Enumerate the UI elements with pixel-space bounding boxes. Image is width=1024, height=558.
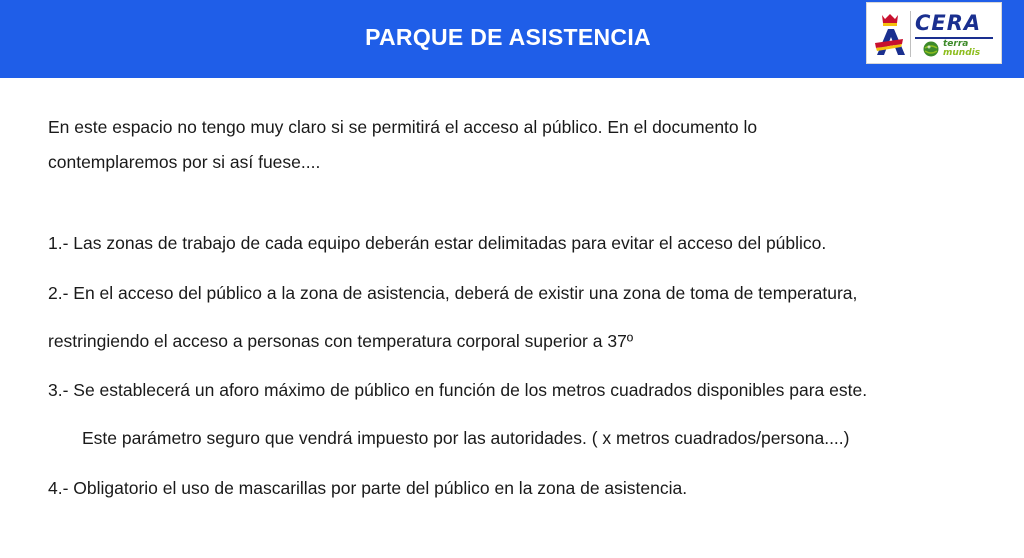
- logo-sub-brand-line2: mundis: [943, 48, 981, 58]
- intro-line-2: contemplaremos por si así fuese....: [48, 152, 321, 172]
- list-item-4: 4.- Obligatorio el uso de mascarillas por parte del público en la zona de asistencia.: [48, 478, 688, 498]
- header-bar: [0, 0, 1024, 78]
- logo-divider: [910, 11, 911, 57]
- logo-sub-brand-line1: terra: [943, 39, 969, 49]
- list-item-1: 1.- Las zonas de trabajo de cada equipo deberán estar delimitadas para evitar el acceso del público.: [48, 233, 827, 253]
- list-item-2-line-2: restringiendo el acceso a personas con temperatura corporal superior a 37º: [48, 331, 634, 351]
- terra-mundis-ball-icon: [923, 41, 939, 57]
- logo: [866, 2, 1002, 64]
- page-title: PARQUE DE ASISTENCIA: [365, 24, 651, 50]
- list-item-3-line-2: Este parámetro seguro que vendrá impuesto por las autoridades. ( x metros cuadrados/persona....): [82, 428, 850, 448]
- logo-sub-brand: [943, 40, 980, 58]
- intro-line-1: En este espacio no tengo muy claro si se permitirá el acceso al público. En el documento lo: [48, 117, 758, 137]
- cera-rfeda-logo-icon: [873, 11, 907, 57]
- list-item-2-line-1: 2.- En el acceso del público a la zona de asistencia, deberá de existir una zona de toma de temperatura,: [48, 283, 858, 303]
- logo-brand: CERA: [915, 11, 982, 35]
- list-item-3-line-1: 3.- Se establecerá un aforo máximo de público en función de los metros cuadrados disponibles para este.: [48, 380, 868, 400]
